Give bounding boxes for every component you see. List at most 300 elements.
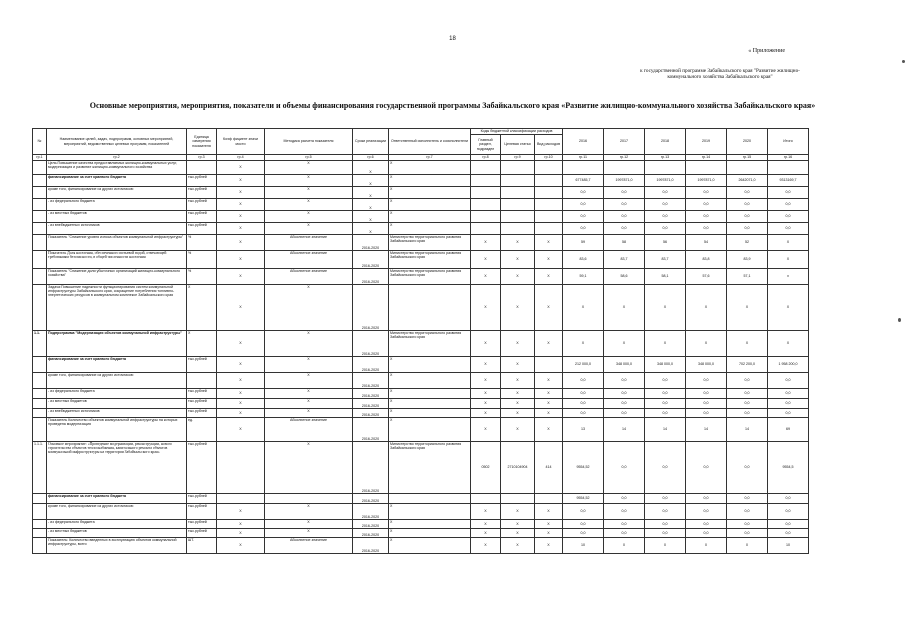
table-cell: 0,0 (563, 211, 604, 223)
table-cell: X (265, 187, 353, 199)
table-cell: 0,0 (686, 494, 727, 504)
table-cell: 348 000,0 (645, 357, 686, 373)
document-title: Основные мероприятия, мероприятия, показатели и объемы финансирования государственной программы Забайкальского края «Развитие жилищно-коммунального хозяйства Забайкальского края» (89, 101, 816, 110)
table-cell: X (501, 418, 535, 442)
table-cell: X (265, 389, 353, 399)
table-cell: 14 (727, 418, 768, 442)
table-cell: X (217, 357, 265, 373)
table-cell: X (471, 529, 501, 538)
table-cell: 348 000,0 (686, 357, 727, 373)
table-cell: 2016-2020 (353, 269, 389, 285)
table-cell: 0,0 (563, 223, 604, 235)
header-year-2016: 2016 (563, 129, 604, 155)
table-cell: 0,0 (727, 442, 768, 494)
program-table (32, 128, 809, 554)
table-cell: X (471, 399, 501, 409)
table-cell: X (535, 520, 563, 529)
table-cell: 2016-2020 (353, 409, 389, 418)
column-number: гр.15 (727, 155, 768, 161)
table-cell: Абсолютное значение (265, 538, 353, 554)
table-cell: X (501, 285, 535, 331)
table-cell: X (535, 269, 563, 285)
table-cell: тыс.рублей (187, 175, 217, 187)
table-cell: Министерство территориального развития Забайкальского края (389, 442, 471, 494)
table-cell: 0,0 (604, 504, 645, 520)
table-cell: тыс.рублей (187, 357, 217, 373)
table-cell: X (389, 357, 471, 373)
column-number: гр.13 (645, 155, 686, 161)
table-cell: X (187, 285, 217, 331)
table-row (33, 418, 809, 442)
table-cell: X (471, 235, 501, 251)
table-cell: X (389, 520, 471, 529)
table-cell: X (353, 223, 389, 235)
table-row (33, 529, 809, 538)
table-cell: 0,0 (604, 409, 645, 418)
table-cell: X (471, 357, 501, 373)
table-cell: тыс.рублей (187, 389, 217, 399)
table-cell: 0,0 (563, 373, 604, 389)
column-number: гр.12 (604, 155, 645, 161)
table-cell (645, 161, 686, 175)
header-year-2018: 2018 (645, 129, 686, 155)
header-year-2020: 2020 (727, 129, 768, 155)
table-cell: X (217, 235, 265, 251)
table-cell (389, 285, 471, 331)
table-cell: X (471, 409, 501, 418)
table-cell (33, 529, 47, 538)
table-row (33, 409, 809, 418)
table-cell: X (768, 331, 809, 357)
table-cell: 2016-2020 (353, 389, 389, 399)
table-cell (33, 409, 47, 418)
table-cell: 0,0 (645, 211, 686, 223)
table-cell: 0,0 (604, 520, 645, 529)
table-row (33, 538, 809, 554)
header-expense-type: Вид расходов (535, 135, 563, 155)
table-cell: Министерство территориального развития Забайкальского края (389, 251, 471, 269)
table-cell (501, 199, 535, 211)
table-cell: 414 (535, 442, 563, 494)
table-cell: 2642071,0 (727, 175, 768, 187)
table-cell (33, 538, 47, 554)
table-cell: X (501, 331, 535, 357)
table-cell: X (265, 357, 353, 373)
table-cell: 2016-2020 (353, 529, 389, 538)
table-cell: X (265, 373, 353, 389)
table-cell: X (353, 199, 389, 211)
table-cell: 58,6 (604, 269, 645, 285)
table-cell: X (501, 529, 535, 538)
table-cell: X (389, 211, 471, 223)
table-cell: 83,9 (727, 251, 768, 269)
table-cell: Цель:Повышение качества предоставляемых жилищно-коммунальных услуг, модернизация и развитие жилищно-коммунального хозяйства (47, 161, 187, 175)
table-cell: X (353, 161, 389, 175)
table-cell: тыс.рублей (187, 520, 217, 529)
table-cell: - из местных бюджетов (47, 399, 187, 409)
table-cell: 9313169,7 (768, 175, 809, 187)
table-row (33, 187, 809, 199)
table-cell: 59,1 (563, 269, 604, 285)
table-cell: X (217, 223, 265, 235)
table-cell: - из федерального бюджета (47, 389, 187, 399)
table-row (33, 399, 809, 409)
table-cell: 9554,5 (768, 442, 809, 494)
table-cell: тыс.рублей (187, 409, 217, 418)
table-cell: X (563, 285, 604, 331)
appendix-label: « Приложение (748, 48, 785, 54)
table-cell: X (471, 418, 501, 442)
table-cell (33, 494, 47, 504)
table-cell (501, 211, 535, 223)
table-cell (33, 269, 47, 285)
table-cell: X (265, 199, 353, 211)
table-row (33, 494, 809, 504)
table-cell: 59 (563, 235, 604, 251)
table-cell: тыс.рублей (187, 442, 217, 494)
table-cell: X (389, 538, 471, 554)
table-cell: 0,0 (686, 389, 727, 399)
header-coef: Коэф фициент значи мости (217, 129, 265, 155)
table-cell (535, 175, 563, 187)
table-cell (33, 399, 47, 409)
table-cell: 0 (645, 538, 686, 554)
table-cell: X (645, 285, 686, 331)
table-cell: X (265, 223, 353, 235)
table-cell: X (471, 331, 501, 357)
table-cell: 0,0 (768, 399, 809, 409)
table-cell: X (389, 504, 471, 520)
table-cell: X (217, 418, 265, 442)
table-cell: 0,0 (563, 520, 604, 529)
table-cell (471, 175, 501, 187)
table-cell: X (471, 285, 501, 331)
table-cell: X (535, 409, 563, 418)
table-cell: Показатель Количество объектов коммунальной инфраструктуры на которых проведена модернизация (47, 418, 187, 442)
table-cell: 0,0 (604, 494, 645, 504)
table-cell (265, 494, 353, 504)
table-cell: 0,0 (727, 223, 768, 235)
table-cell: 58 (604, 235, 645, 251)
table-cell: 0,0 (604, 442, 645, 494)
table-cell: X (501, 538, 535, 554)
table-cell: 0,0 (563, 529, 604, 538)
table-cell (33, 235, 47, 251)
table-row (33, 442, 809, 494)
table-cell: X (353, 175, 389, 187)
table-cell: 0,0 (604, 389, 645, 399)
table-cell: X (217, 251, 265, 269)
table-cell: 1 958 200,0 (768, 357, 809, 373)
document-subtitle: к государственной программе Забайкальского края "Развитие жилищно-коммунального хозяйства Забайкальского края" (640, 68, 800, 80)
table-cell: тыс.рублей (187, 504, 217, 520)
table-cell: X (535, 235, 563, 251)
table-cell: Показатель "Снижение уровня износа объектов коммунальной инфраструктуры" (47, 235, 187, 251)
table-cell: 57,1 (727, 269, 768, 285)
table-cell: тыс.рублей (187, 529, 217, 538)
table-cell: Основное мероприятие: «Проведение модернизации, реконструкции, нового строительства объектов теплоснабжения, капитального ремонта объектов коммунальной инфраструктуры на территории Забайкальского края» (47, 442, 187, 494)
table-cell: X (535, 418, 563, 442)
table-cell: X (389, 418, 471, 442)
header-no: № (33, 129, 47, 155)
table-cell: 0,0 (645, 187, 686, 199)
table-cell (33, 251, 47, 269)
table-cell: X (217, 389, 265, 399)
table-cell: - из внебюджетных источников (47, 223, 187, 235)
table-cell: 0,0 (768, 211, 809, 223)
table-cell (33, 357, 47, 373)
table-cell (33, 418, 47, 442)
header-name: Наименование целей, задач, подпрограмм, основных мероприятий, мероприятий, ведомственных целевых программ, показателей (47, 129, 187, 155)
column-number: гр.4 (217, 155, 265, 161)
table-cell: 52 (727, 235, 768, 251)
table-cell: X (217, 269, 265, 285)
table-cell: 0,0 (727, 211, 768, 223)
table-cell: ед. (187, 418, 217, 442)
table-cell: 69 (768, 418, 809, 442)
table-cell: кроме того, финансирование из других источников: (47, 373, 187, 389)
table-cell: 54 (686, 235, 727, 251)
table-cell: Подпрограмма "Модернизация объектов коммунальной инфраструктуры" (47, 331, 187, 357)
table-cell: X (217, 373, 265, 389)
table-cell: 0,0 (563, 399, 604, 409)
table-row (33, 223, 809, 235)
table-cell: финансирование за счет краевого бюджета (47, 175, 187, 187)
table-cell: Показатель: Количество введенных в эксплуатацию объектов коммунальной инфраструктуры, всего (47, 538, 187, 554)
column-number: гр.2 (47, 155, 187, 161)
table-cell: X (768, 285, 809, 331)
table-cell: Абсолютное значение (265, 235, 353, 251)
table-cell: 0,0 (645, 399, 686, 409)
table-cell: X (645, 331, 686, 357)
column-number: гр.16 (768, 155, 809, 161)
table-row (33, 389, 809, 399)
table-cell (217, 442, 265, 494)
table-cell: X (217, 285, 265, 331)
table-cell: X (535, 389, 563, 399)
table-cell: X (471, 504, 501, 520)
table-cell: % (187, 251, 217, 269)
table-cell: X (389, 399, 471, 409)
header-target-article: Целевая статья (501, 135, 535, 155)
table-cell (535, 494, 563, 504)
table-cell (501, 175, 535, 187)
table-cell: 2710104904 (501, 442, 535, 494)
table-cell: X (535, 399, 563, 409)
table-row (33, 331, 809, 357)
table-cell: X (389, 199, 471, 211)
table-cell: 0,0 (645, 389, 686, 399)
table-row (33, 211, 809, 223)
table-cell: 0,0 (686, 409, 727, 418)
table-cell (33, 285, 47, 331)
table-cell: X (727, 285, 768, 331)
table-cell: X (389, 529, 471, 538)
table-cell: 0,0 (727, 199, 768, 211)
table-cell: 2016-2020 (353, 538, 389, 554)
table-cell: 1.1.1. (33, 442, 47, 494)
table-cell (33, 373, 47, 389)
table-cell: X (501, 251, 535, 269)
header-budget-codes: Коды бюджетной классификации расходов (471, 129, 563, 135)
table-cell: X (389, 187, 471, 199)
table-cell: 0,0 (727, 399, 768, 409)
header-method: Методика расчета показателя (265, 129, 353, 155)
table-cell: 1997871,0 (645, 175, 686, 187)
table-cell: X (217, 187, 265, 199)
table-cell: Министерство территориального развития Забайкальского края (389, 235, 471, 251)
table-cell: 0,0 (727, 520, 768, 529)
column-number: гр.11 (563, 155, 604, 161)
table-cell: X (217, 175, 265, 187)
table-cell (501, 161, 535, 175)
table-cell: 0,0 (686, 520, 727, 529)
table-cell: финансирование за счет краевого бюджета (47, 494, 187, 504)
table-cell: X (501, 520, 535, 529)
table-cell: X (501, 399, 535, 409)
table-cell: X (501, 373, 535, 389)
table-cell: 0,0 (563, 504, 604, 520)
table-row (33, 235, 809, 251)
table-cell: Министерство территориального развития Забайкальского края (389, 331, 471, 357)
table-cell (501, 494, 535, 504)
table-cell: X (265, 504, 353, 520)
table-row (33, 504, 809, 520)
page-number: 18 (449, 36, 456, 42)
table-cell (535, 199, 563, 211)
column-number: гр.14 (686, 155, 727, 161)
table-cell: 0,0 (604, 529, 645, 538)
table-cell: тыс.рублей (187, 199, 217, 211)
table-cell (33, 199, 47, 211)
column-number: гр.1 (33, 155, 47, 161)
table-cell: Министерство территориального развития Забайкальского края (389, 269, 471, 285)
table-cell: 0,0 (645, 504, 686, 520)
table-cell: 0,0 (645, 520, 686, 529)
table-row (33, 251, 809, 269)
table-cell (33, 520, 47, 529)
table-cell: X (217, 399, 265, 409)
table-cell: 0,0 (768, 199, 809, 211)
table-cell: 2016-2020 (353, 520, 389, 529)
table-cell: X (389, 409, 471, 418)
table-cell: X (501, 389, 535, 399)
table-cell: 0502 (471, 442, 501, 494)
table-cell: 10 (768, 538, 809, 554)
table-cell (471, 199, 501, 211)
table-cell: X (471, 538, 501, 554)
table-cell: 0,0 (645, 223, 686, 235)
table-cell: 0,0 (686, 504, 727, 520)
table-cell: 0,0 (645, 373, 686, 389)
header-year-2019: 2019 (686, 129, 727, 155)
table-cell (604, 161, 645, 175)
table-cell: 0,0 (727, 409, 768, 418)
table-cell: X (501, 357, 535, 373)
table-cell: Абсолютное значение (265, 269, 353, 285)
header-total: Итого (768, 129, 809, 155)
table-cell: 0,0 (768, 389, 809, 399)
table-cell: X (265, 520, 353, 529)
table-cell: X (501, 409, 535, 418)
table-cell: 0,0 (686, 373, 727, 389)
table-cell (389, 494, 471, 504)
table-cell: X (686, 285, 727, 331)
table-cell (727, 161, 768, 175)
table-cell: 2016-2020 (353, 418, 389, 442)
table-cell: 348 000,0 (604, 357, 645, 373)
table-cell: 0,0 (645, 529, 686, 538)
table-cell (471, 494, 501, 504)
table-cell: 677485,7 (563, 175, 604, 187)
table-cell: X (535, 373, 563, 389)
table-cell (535, 161, 563, 175)
table-row (33, 285, 809, 331)
table-cell: 0,0 (686, 442, 727, 494)
table-cell: X (535, 251, 563, 269)
table-cell: 702 200,0 (727, 357, 768, 373)
table-cell: X (535, 529, 563, 538)
table-cell: - из федерального бюджета (47, 520, 187, 529)
table-row (33, 175, 809, 187)
table-cell: 0,0 (604, 373, 645, 389)
table-cell: 14 (604, 418, 645, 442)
table-cell: X (471, 389, 501, 399)
table-cell: 0,0 (563, 187, 604, 199)
table-cell: тыс.рублей (187, 223, 217, 235)
table-cell: 0,0 (768, 223, 809, 235)
column-number: гр.7 (389, 155, 471, 161)
table-cell: x (768, 269, 809, 285)
table-row (33, 161, 809, 175)
table-cell: 2016-2020 (353, 373, 389, 389)
table-cell: 0,0 (727, 389, 768, 399)
table-row (33, 520, 809, 529)
table-cell: 0,0 (604, 211, 645, 223)
column-number: гр.10 (535, 155, 563, 161)
table-cell (33, 175, 47, 187)
table-cell: X (265, 331, 353, 357)
table-cell (535, 211, 563, 223)
table-cell: 83,8 (686, 251, 727, 269)
table-cell: 0,0 (686, 529, 727, 538)
table-cell: 0,0 (563, 199, 604, 211)
table-cell: 9554,52 (563, 494, 604, 504)
table-cell: 0,0 (686, 187, 727, 199)
table-cell: X (217, 520, 265, 529)
table-cell: X (265, 442, 353, 494)
table-cell: X (217, 199, 265, 211)
table-cell: 0 (727, 538, 768, 554)
table-cell: 83,7 (604, 251, 645, 269)
table-cell: тыс.рублей (187, 399, 217, 409)
table-cell: 56 (645, 235, 686, 251)
table-cell (563, 161, 604, 175)
table-cell: 0,0 (768, 409, 809, 418)
table-cell: 2016-2020 (353, 494, 389, 504)
table-cell: 0,0 (768, 529, 809, 538)
table-cell (471, 187, 501, 199)
table-cell: 1997871,0 (604, 175, 645, 187)
table-cell: X (217, 211, 265, 223)
table-cell: 2016-2020 (353, 442, 389, 494)
table-cell: X (471, 373, 501, 389)
table-cell: 0,0 (604, 187, 645, 199)
table-cell: 58,1 (645, 269, 686, 285)
table-cell (471, 223, 501, 235)
table-cell: 0,0 (645, 199, 686, 211)
table-cell: Задача:Повышение надежности функционирования систем коммунальной инфраструктуры Забайкальского края, сокращение потребления топливно-энергетических ресурсов в коммунальном комплексе Забайкальского края (47, 285, 187, 331)
